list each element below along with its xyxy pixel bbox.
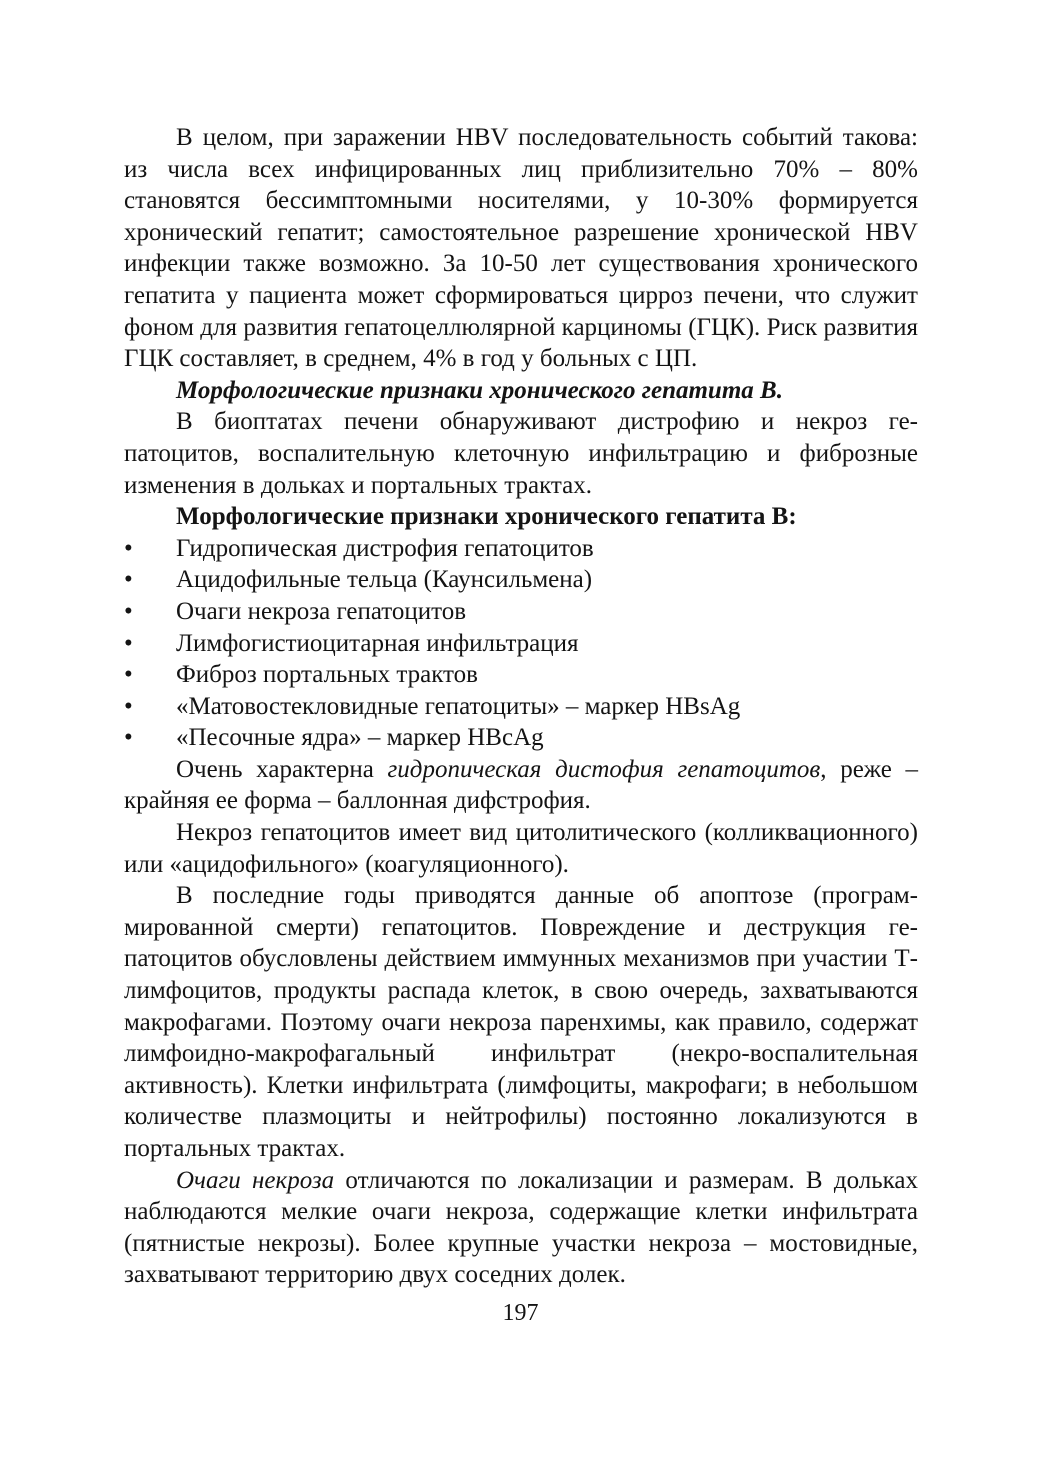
italic-term: гидропическая дистофия гепатоцитов: [387, 755, 821, 783]
list-item: [124, 628, 918, 660]
italic-term: Очаги некроза: [176, 1166, 335, 1194]
bullet-icon: •: [124, 566, 133, 594]
morphology-list: [124, 533, 918, 754]
list-item: [124, 533, 918, 565]
list-item: [124, 659, 918, 691]
bullet-icon: •: [124, 692, 133, 720]
section-heading-italic: Морфологические признаки хронического гепатита В.: [176, 376, 783, 404]
list-item-text: Лимфогистиоцитарная инфильтрация: [176, 629, 579, 657]
page-number: 197: [502, 1300, 539, 1326]
paragraph-text: отличаются по локализации и размерам. В дольках наблюдаются мелкие очаги некроза, содержащие клетки инфильтрата (пятнистые некрозы). Более крупные участки некроза – мостовидные, захватывают территорию двух соседних долек.: [124, 1166, 918, 1289]
list-item: [124, 564, 918, 596]
paragraph-text: Очень характерна: [176, 755, 388, 783]
list-item-text: Гидропическая дистрофия гепатоцитов: [176, 534, 594, 562]
list-item-text: «Матовостекловидные гепатоциты» – маркер HBsAg: [176, 692, 741, 720]
list-item: [124, 691, 918, 723]
page-body: [124, 122, 918, 1291]
list-item: [124, 722, 918, 754]
list-heading-bold: Морфологические признаки хронического гепатита В:: [176, 503, 797, 531]
list-item-text: Ацидофильные тельца (Каунсильмена): [176, 566, 593, 594]
paragraph-necrosis-foci: [124, 1165, 918, 1291]
bullet-icon: •: [124, 661, 133, 689]
list-item-text: Очаги некроза гепатоцитов: [176, 597, 467, 625]
bullet-icon: •: [124, 629, 133, 657]
paragraph-text: , реже – крайняя ее форма – баллонная дифстрофия.: [124, 755, 919, 815]
bullet-icon: •: [124, 597, 133, 625]
paragraph-hydropic-dystrophy: [124, 754, 918, 817]
paragraph-necrosis-type: Некроз гепатоцитов имеет вид цитолитического (колликвационного) или «ацидофильного» (коагуляционного).: [124, 819, 918, 878]
list-item: [124, 596, 918, 628]
list-item-text: Фиброз портальных трактов: [176, 661, 478, 689]
bullet-icon: •: [124, 724, 133, 752]
paragraph-biopsy: В биоптатах печени обнаруживают дистрофию и некроз гепатоцитов, воспалительную клеточную инфильтрацию и фиброзные изменения в дольках и портальных трактах.: [124, 408, 918, 499]
list-item-text: «Песочные ядра» – маркер HBcAg: [176, 724, 544, 752]
paragraph-hbv-course: В целом, при заражении HBV последовательность событий такова: из числа всех инфицированных лиц приблизительно 70% – 80% становятся бессимптомными носителями, у 10-30% формируется хронический гепатит; самостоятельное разрешение хронической HBV инфекции также возможно. За 10-50 лет существования хронического гепатита у пациента может сформироваться цирроз печени, что служит фоном для развития гепатоцеллюлярной карциномы (ГЦК). Риск развития ГЦК составляет, в среднем, 4% в год у больных с ЦП.: [124, 124, 918, 373]
paragraph-apoptosis: В последние годы приводятся данные об апоптозе (программированной смерти) гепатоцитов. Повреждение и деструкция гепатоцитов обусловлены действием иммунных механизмов при участии Т-лимфоцитов, продукты распада клеток, в свою очередь, захватываются макрофагами. Поэтому очаги некроза паренхимы, как правило, содержат лимфоидно-макрофагальный инфильтрат (некро-воспалительная активность). Клетки инфильтрата (лимфоциты, макрофаги; в небольшом количестве плазмоциты и нейтрофилы) постоянно локализуются в портальных трактах.: [124, 882, 918, 1162]
bullet-icon: •: [124, 534, 133, 562]
